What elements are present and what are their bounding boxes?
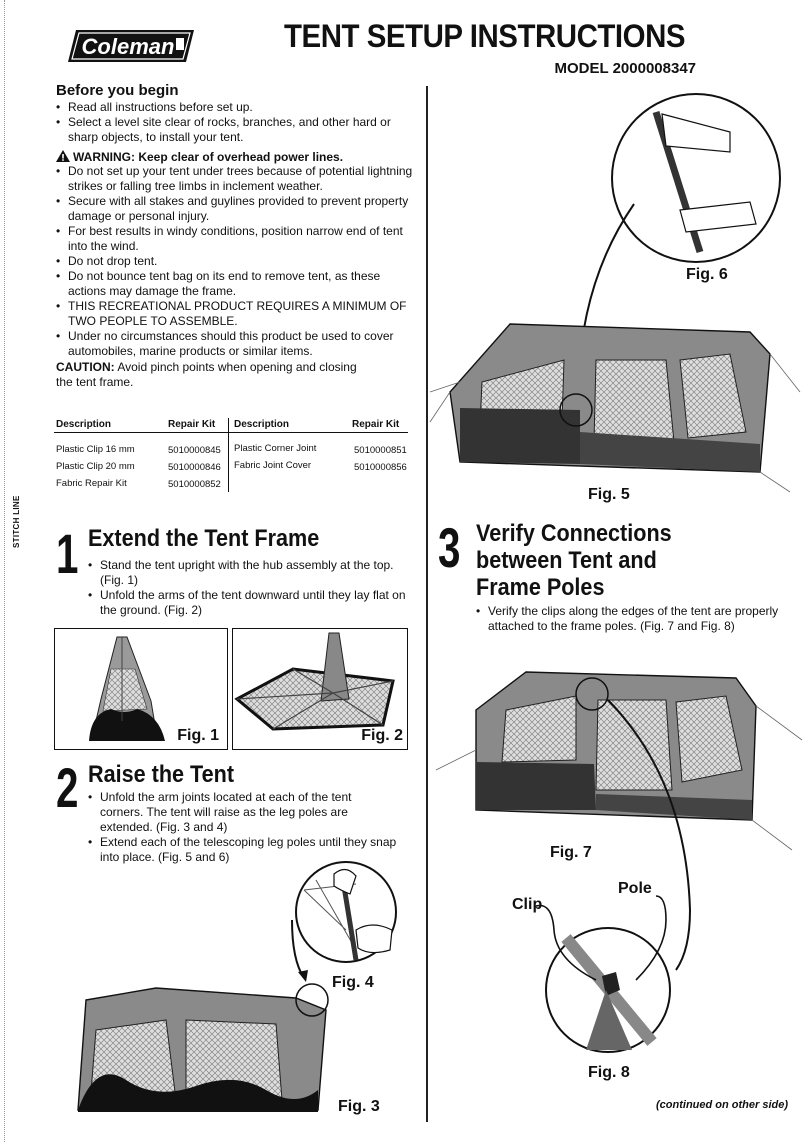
step-2-list bbox=[88, 790, 398, 865]
svg-text:Coleman: Coleman bbox=[81, 34, 175, 59]
stitch-line-label: STITCH LINE bbox=[12, 495, 21, 548]
list-item: • Do not bounce tent bag on its end to remove tent, as these actions may damage the frame. bbox=[56, 269, 416, 299]
fig-5-6-panel bbox=[430, 92, 800, 512]
fig-3-label: Fig. 3 bbox=[338, 1098, 380, 1115]
fig-2-panel bbox=[232, 628, 408, 750]
step-1-number: 1 bbox=[56, 522, 79, 585]
page-title: TENT SETUP INSTRUCTIONS bbox=[284, 18, 686, 54]
step-1-title: Extend the Tent Frame bbox=[88, 525, 320, 552]
table-header: Description bbox=[234, 419, 290, 430]
continued-note: (continued on other side) bbox=[656, 1099, 788, 1111]
table-cell: Plastic Corner Joint bbox=[234, 443, 317, 454]
list-item: • Unfold the arms of the tent downward until they lay flat on the ground. (Fig. 2) bbox=[88, 588, 408, 618]
warning-text: WARNING: Keep clear of overhead power lines. bbox=[73, 150, 344, 164]
fig-7-label: Fig. 7 bbox=[550, 844, 592, 861]
model-number: MODEL 2000008347 bbox=[554, 60, 696, 77]
table-header: Repair Kit bbox=[352, 419, 400, 430]
fig-7-8-illustration bbox=[436, 650, 802, 1090]
before-you-begin-heading: Before you begin bbox=[56, 82, 179, 99]
step-3-title-line: between Tent and bbox=[476, 547, 657, 574]
caution-text: Avoid pinch points when opening and closing the tent frame. bbox=[56, 360, 357, 389]
list-item: • Do not set up your tent under trees because of potential lightning strikes or falling tree limbs in inclement weather. bbox=[56, 164, 416, 194]
list-item: • Do not drop tent. bbox=[56, 254, 416, 269]
caution-label: CAUTION: bbox=[56, 360, 115, 374]
repair-kit-table bbox=[54, 418, 408, 494]
step-3-number: 3 bbox=[438, 516, 461, 579]
coleman-logo bbox=[66, 26, 198, 66]
table-cell: Fabric Repair Kit bbox=[56, 478, 127, 489]
list-item: • Extend each of the telescoping leg poles until they snap into place. (Fig. 5 and 6) bbox=[88, 835, 398, 865]
before-list-1 bbox=[56, 100, 406, 145]
table-cell: 5010000845 bbox=[168, 445, 221, 456]
step-2-number: 2 bbox=[56, 756, 79, 819]
column-divider bbox=[426, 86, 428, 1122]
stitch-line bbox=[4, 0, 5, 1142]
list-item: • THIS RECREATIONAL PRODUCT REQUIRES A MINIMUM OF TWO PEOPLE TO ASSEMBLE. bbox=[56, 299, 416, 329]
list-item: • Unfold the arm joints located at each of the tent corners. The tent will raise as the leg poles are extended. (Fig. 3 and 4) bbox=[88, 790, 398, 835]
step-3-title-line: Frame Poles bbox=[476, 574, 605, 601]
fig-8-label: Fig. 8 bbox=[588, 1064, 630, 1081]
fig-5-6-illustration bbox=[430, 92, 800, 512]
fig-2-label: Fig. 2 bbox=[361, 727, 403, 744]
list-item: • Read all instructions before set up. bbox=[56, 100, 406, 115]
table-cell: Plastic Clip 16 mm bbox=[56, 444, 135, 455]
list-item: • For best results in windy conditions, position narrow end of tent into the wind. bbox=[56, 224, 416, 254]
step-3-title-line: Verify Connections bbox=[476, 520, 672, 547]
list-item: • Secure with all stakes and guylines provided to prevent property damage or personal injury. bbox=[56, 194, 416, 224]
list-item: • Under no circumstances should this product be used to cover automobiles, marine products or similar items. bbox=[56, 329, 416, 359]
fig-6-label: Fig. 6 bbox=[686, 266, 728, 283]
fig-4-label: Fig. 4 bbox=[332, 974, 374, 991]
step-1-list bbox=[88, 558, 408, 618]
table-header: Repair Kit bbox=[168, 419, 216, 430]
table-cell: Plastic Clip 20 mm bbox=[56, 461, 135, 472]
fig-1-label: Fig. 1 bbox=[177, 727, 219, 744]
caution-note bbox=[56, 360, 376, 390]
fig-1-panel bbox=[54, 628, 228, 750]
fig-7-8-panel bbox=[436, 650, 802, 1090]
fig-3-4-panel bbox=[56, 860, 416, 1120]
table-cell: 5010000851 bbox=[354, 445, 407, 456]
fig-5-label: Fig. 5 bbox=[588, 486, 630, 503]
table-cell: 5010000856 bbox=[354, 462, 407, 473]
step-3-list bbox=[476, 604, 796, 634]
table-cell: Fabric Joint Cover bbox=[234, 460, 312, 471]
step-3-title bbox=[476, 520, 672, 601]
list-item: • Verify the clips along the edges of the tent are properly attached to the frame poles. (Fig. 7 and Fig. 8) bbox=[476, 604, 796, 634]
warning-icon bbox=[56, 150, 70, 162]
step-2-title: Raise the Tent bbox=[88, 761, 235, 788]
list-item: • Stand the tent upright with the hub assembly at the top. (Fig. 1) bbox=[88, 558, 408, 588]
table-cell: 5010000846 bbox=[168, 462, 221, 473]
table-header: Description bbox=[56, 419, 112, 430]
table-cell: 5010000852 bbox=[168, 479, 221, 490]
warning-line bbox=[56, 150, 406, 165]
clip-label: Clip bbox=[512, 896, 543, 913]
pole-label: Pole bbox=[618, 880, 652, 897]
before-list-2 bbox=[56, 164, 416, 359]
list-item: • Select a level site clear of rocks, branches, and other hard or sharp objects, to install your tent. bbox=[56, 115, 406, 145]
